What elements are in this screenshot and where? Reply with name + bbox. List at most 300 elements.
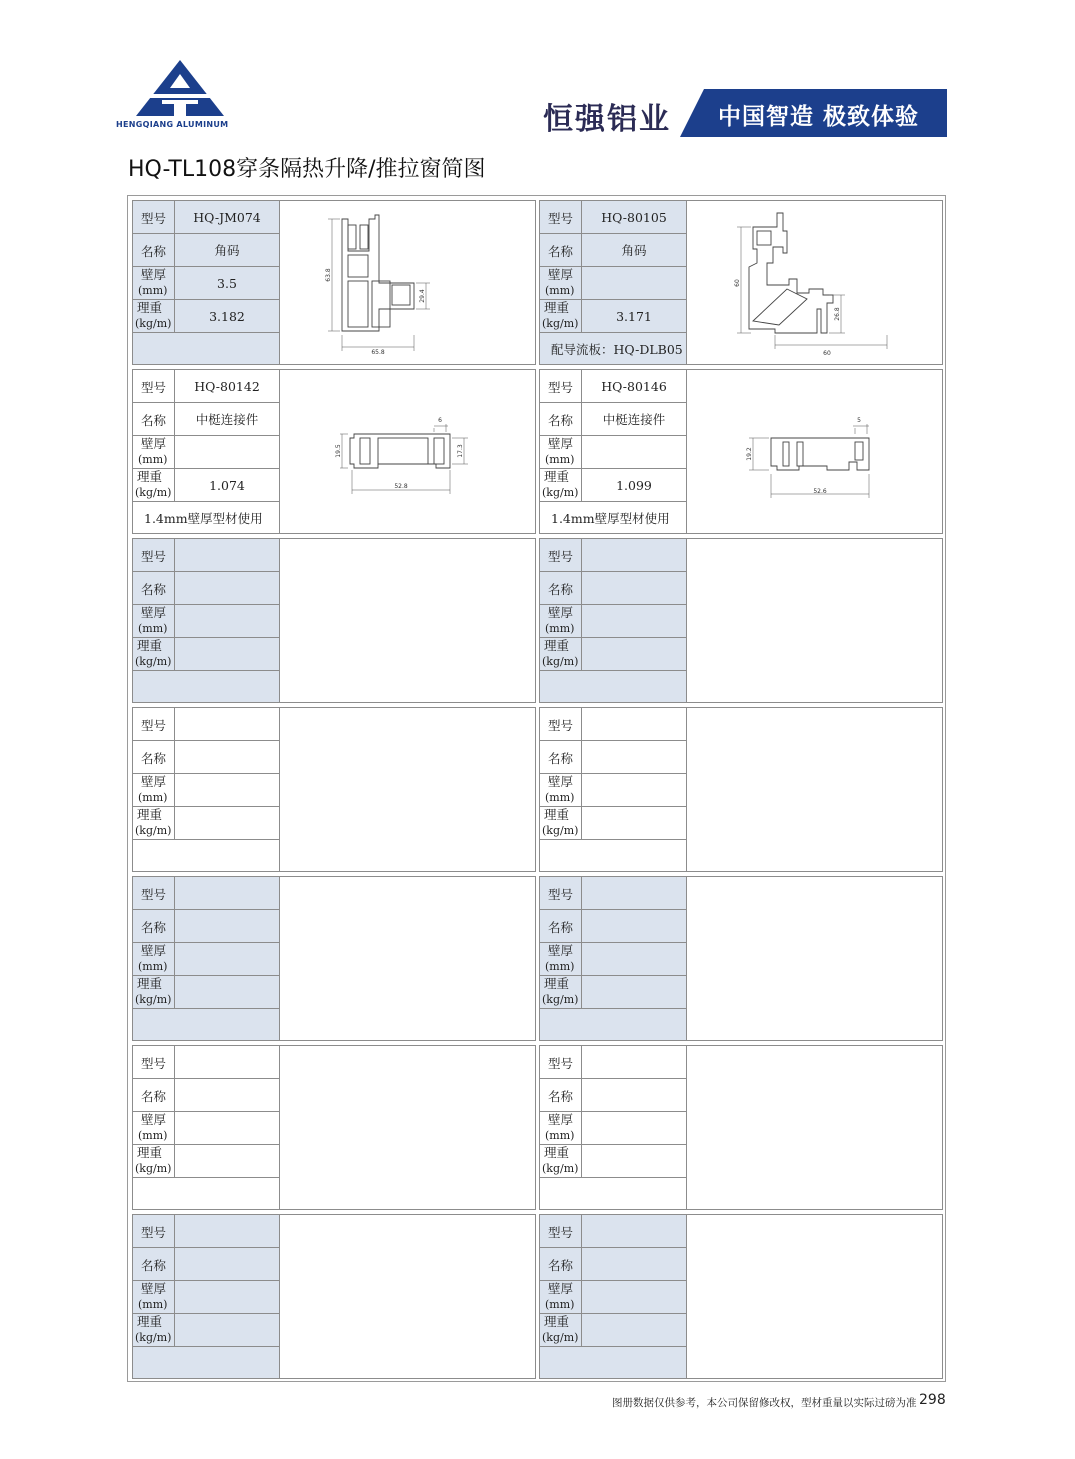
label-unit: (kg/m) [542, 317, 579, 330]
spec-row-thickness [133, 436, 279, 469]
label-text: 理重 [137, 1314, 163, 1329]
spec-value-weight: 1.099 [616, 477, 652, 493]
spec-label [133, 807, 175, 839]
profile-card [539, 876, 943, 1041]
label-text: 壁厚 [141, 1281, 167, 1296]
label-text: 壁厚 [141, 605, 167, 620]
spec-note [133, 1347, 279, 1378]
spec-value-model: HQ-80142 [194, 378, 260, 394]
spec-label [133, 370, 175, 402]
spec-label [133, 741, 175, 773]
label-unit: (kg/m) [135, 993, 172, 1006]
spec-label [133, 469, 175, 501]
spec-row-name [133, 910, 279, 943]
spec-row-model [540, 539, 686, 572]
spec-label [540, 436, 582, 468]
spec-label [133, 638, 175, 670]
label-text: 理重 [544, 300, 570, 315]
spec-row-thickness [540, 774, 686, 807]
spec-row-model [540, 708, 686, 741]
spec-label [540, 572, 582, 604]
spec-row-thickness [133, 943, 279, 976]
spec-row-weight [133, 1314, 279, 1347]
profile-drawing [280, 201, 536, 368]
label-text: 名称 [141, 1089, 167, 1104]
spec-row-name [133, 403, 279, 436]
spec-row-thickness [133, 1281, 279, 1314]
spec-value-thickness [175, 1112, 279, 1144]
spec-row-name [540, 910, 686, 943]
spec-row-thickness [133, 605, 279, 638]
label-unit: (mm) [138, 453, 168, 466]
spec-table [540, 708, 687, 871]
spec-row-name [133, 741, 279, 774]
spec-value-name [175, 1248, 279, 1280]
spec-row-weight [540, 300, 686, 333]
spec-note [133, 840, 279, 871]
spec-row-model [133, 539, 279, 572]
label-text: 型号 [141, 380, 167, 395]
label-text: 壁厚 [141, 943, 167, 958]
spec-value-weight [582, 807, 686, 839]
profile-card [539, 707, 943, 872]
spec-row-name [540, 403, 686, 436]
spec-label [133, 539, 175, 571]
label-unit: (kg/m) [135, 824, 172, 837]
spec-row-model [540, 201, 686, 234]
spec-label [540, 267, 582, 299]
spec-label [133, 1248, 175, 1280]
spec-label [540, 234, 582, 266]
spec-value-weight [175, 1314, 279, 1346]
label-unit: (kg/m) [135, 317, 172, 330]
label-text: 理重 [137, 469, 163, 484]
svg-text:65.8: 65.8 [371, 349, 385, 356]
label-unit: (kg/m) [542, 824, 579, 837]
spec-label [133, 943, 175, 975]
spec-table [133, 708, 280, 871]
spec-row-thickness [133, 774, 279, 807]
svg-text:6: 6 [438, 417, 442, 424]
label-text: 壁厚 [548, 1281, 574, 1296]
label-text: 名称 [141, 244, 167, 259]
spec-value-weight [175, 807, 279, 839]
spec-row-thickness [133, 1112, 279, 1145]
spec-label [133, 267, 175, 299]
label-text: 壁厚 [141, 774, 167, 789]
label-text: 壁厚 [141, 267, 167, 282]
spec-value-thickness [582, 1281, 686, 1313]
profile-card [539, 538, 943, 703]
spec-note [540, 502, 686, 533]
spec-label [133, 300, 175, 332]
label-text: 名称 [548, 244, 574, 259]
spec-label [133, 403, 175, 435]
spec-label [540, 1112, 582, 1144]
profile-card [132, 369, 536, 534]
spec-row-weight [540, 1145, 686, 1178]
spec-label [540, 1281, 582, 1313]
spec-label [540, 708, 582, 740]
spec-label [133, 234, 175, 266]
spec-label [540, 469, 582, 501]
label-text: 名称 [548, 582, 574, 597]
spec-label [133, 1281, 175, 1313]
spec-value-weight: 3.182 [175, 300, 279, 332]
note-text: 1.4mm壁厚型材使用 [144, 510, 263, 526]
spec-value-model [175, 877, 279, 909]
spec-label [540, 539, 582, 571]
spec-label [133, 572, 175, 604]
profile-drawing [280, 370, 536, 537]
spec-value-model [582, 877, 686, 909]
label-text: 名称 [548, 413, 574, 428]
label-unit: (mm) [545, 1298, 575, 1311]
label-unit: (kg/m) [542, 655, 579, 668]
label-text: 壁厚 [141, 1112, 167, 1127]
spec-value-weight: 3.171 [582, 300, 686, 332]
spec-value-thickness [175, 1281, 279, 1313]
profile-drawing [687, 201, 943, 368]
spec-row-name [540, 572, 686, 605]
spec-row-weight [133, 1145, 279, 1178]
spec-label [540, 910, 582, 942]
spec-note [133, 333, 279, 364]
spec-row-name [540, 1248, 686, 1281]
spec-row-model [133, 370, 279, 403]
spec-value-model: HQ-JM074 [175, 201, 279, 233]
label-unit: (mm) [545, 1129, 575, 1142]
spec-value-name [175, 741, 279, 773]
label-unit: (mm) [545, 791, 575, 804]
spec-value-weight: 1.074 [209, 477, 245, 493]
label-text: 型号 [548, 1225, 574, 1240]
spec-table [133, 201, 280, 364]
spec-label [540, 403, 582, 435]
spec-row-weight [540, 469, 686, 502]
label-text: 名称 [548, 751, 574, 766]
note-text: 1.4mm壁厚型材使用 [551, 510, 670, 526]
spec-label [540, 1145, 582, 1177]
spec-row-thickness [540, 267, 686, 300]
spec-label [133, 910, 175, 942]
spec-label [540, 1248, 582, 1280]
spec-row-name [540, 741, 686, 774]
spec-value-model [582, 539, 686, 571]
spec-value-name [175, 910, 279, 942]
brand-name: 恒强铝业 [543, 102, 671, 137]
profile-card [132, 1214, 536, 1379]
spec-label [540, 877, 582, 909]
spec-label [540, 1215, 582, 1247]
spec-value-weight [582, 976, 686, 1008]
spec-value-weight [175, 976, 279, 1008]
svg-text:29.4: 29.4 [419, 289, 426, 303]
label-text: 名称 [548, 1089, 574, 1104]
label-unit: (mm) [138, 622, 168, 635]
label-unit: (mm) [545, 622, 575, 635]
profile-card [539, 200, 943, 365]
spec-row-name [133, 572, 279, 605]
spec-row-thickness [540, 1281, 686, 1314]
spec-row-thickness [540, 605, 686, 638]
spec-note [540, 1347, 686, 1378]
slogan-text: 中国智造 极致体验 [718, 104, 920, 130]
spec-row-thickness [540, 1112, 686, 1145]
svg-text:26.8: 26.8 [834, 307, 841, 321]
label-unit: (kg/m) [135, 1331, 172, 1344]
spec-value-name: 角码 [175, 234, 279, 266]
spec-label [540, 943, 582, 975]
label-text: 理重 [137, 300, 163, 315]
label-text: 理重 [137, 976, 163, 991]
spec-value-name: 中梃连接件 [602, 412, 666, 427]
label-text: 名称 [141, 920, 167, 935]
label-text: 理重 [544, 1314, 570, 1329]
footer-note: 图册数据仅供参考，本公司保留修改权，型材重量以实际过磅为准 [612, 1397, 917, 1409]
spec-row-weight [133, 469, 279, 502]
label-text: 型号 [548, 1056, 574, 1071]
spec-value-weight [582, 638, 686, 670]
label-text: 型号 [141, 1225, 167, 1240]
label-unit: (kg/m) [542, 1162, 579, 1175]
profile-card [132, 538, 536, 703]
spec-row-weight [540, 807, 686, 840]
spec-label [133, 436, 175, 468]
label-unit: (kg/m) [135, 486, 172, 499]
spec-note [540, 1178, 686, 1209]
profile-card [132, 1045, 536, 1210]
slogan-banner [680, 89, 947, 137]
label-unit: (kg/m) [542, 1331, 579, 1344]
label-text: 名称 [141, 1258, 167, 1273]
svg-text:52.6: 52.6 [813, 488, 827, 495]
spec-label [540, 300, 582, 332]
spec-value-thickness [582, 436, 686, 468]
spec-value-name [582, 572, 686, 604]
label-unit: (kg/m) [135, 1162, 172, 1175]
svg-text:60: 60 [734, 279, 741, 287]
spec-row-model [540, 877, 686, 910]
label-unit: (kg/m) [542, 486, 579, 499]
spec-note [540, 333, 686, 364]
spec-value-thickness [175, 605, 279, 637]
label-text: 理重 [137, 638, 163, 653]
label-text: 壁厚 [548, 267, 574, 282]
spec-value-name [582, 741, 686, 773]
spec-value-model: HQ-80105 [582, 201, 686, 233]
label-text: 型号 [141, 718, 167, 733]
spec-label [133, 1046, 175, 1078]
label-text: 型号 [141, 549, 167, 564]
spec-value-weight [582, 1145, 686, 1177]
label-unit: (mm) [138, 791, 168, 804]
svg-text:63.8: 63.8 [325, 268, 332, 282]
label-text: 型号 [548, 549, 574, 564]
label-text: 壁厚 [548, 774, 574, 789]
spec-value-model [175, 708, 279, 740]
logo-text: HENGQIANG ALUMINUM [116, 120, 229, 129]
spec-table [540, 370, 687, 533]
spec-label [540, 774, 582, 806]
spec-value-model [582, 1046, 686, 1078]
spec-label [540, 1314, 582, 1346]
spec-label [540, 1046, 582, 1078]
label-unit: (mm) [545, 960, 575, 973]
label-unit: (mm) [545, 453, 575, 466]
label-text: 壁厚 [141, 436, 167, 451]
label-text: 壁厚 [548, 436, 574, 451]
spec-row-thickness [540, 436, 686, 469]
spec-value-name [582, 910, 686, 942]
page-number: 298 [919, 1392, 946, 1408]
spec-table [540, 877, 687, 1040]
spec-label [540, 1079, 582, 1111]
label-text: 型号 [548, 718, 574, 733]
spec-table [540, 1046, 687, 1209]
label-unit: (mm) [138, 1129, 168, 1142]
svg-text:5: 5 [857, 417, 861, 424]
spec-label [133, 774, 175, 806]
label-text: 型号 [141, 211, 167, 226]
spec-value-thickness [582, 943, 686, 975]
spec-value-thickness [582, 774, 686, 806]
label-text: 名称 [141, 413, 167, 428]
label-text: 型号 [141, 1056, 167, 1071]
spec-value-model: HQ-80146 [601, 378, 667, 394]
profile-drawing [687, 370, 943, 537]
spec-value-model [175, 1215, 279, 1247]
spec-label [540, 370, 582, 402]
spec-row-name [133, 1079, 279, 1112]
spec-row-weight [540, 976, 686, 1009]
spec-label [133, 1314, 175, 1346]
spec-note [540, 1009, 686, 1040]
label-text: 理重 [544, 1145, 570, 1160]
label-text: 理重 [544, 807, 570, 822]
svg-text:17.3: 17.3 [457, 444, 464, 458]
spec-value-name: 角码 [582, 234, 686, 266]
label-text: 型号 [141, 887, 167, 902]
spec-row-name [540, 234, 686, 267]
spec-value-thickness [582, 267, 686, 299]
spec-row-thickness [540, 943, 686, 976]
spec-label [133, 1079, 175, 1111]
spec-row-weight [133, 638, 279, 671]
profile-card [539, 369, 943, 534]
spec-label [133, 708, 175, 740]
label-text: 型号 [548, 887, 574, 902]
spec-row-weight [540, 1314, 686, 1347]
spec-table [540, 1215, 687, 1378]
spec-value-name [582, 1248, 686, 1280]
profile-card [539, 1214, 943, 1379]
spec-value-thickness [175, 436, 279, 468]
spec-note [133, 1009, 279, 1040]
label-text: 壁厚 [548, 1112, 574, 1127]
label-text: 壁厚 [548, 605, 574, 620]
spec-row-name [540, 1079, 686, 1112]
spec-value-name: 中梃连接件 [195, 412, 259, 427]
spec-row-model [133, 201, 279, 234]
svg-text:19.5: 19.5 [335, 444, 342, 458]
spec-value-thickness: 3.5 [175, 267, 279, 299]
spec-value-model [175, 1046, 279, 1078]
spec-label [133, 976, 175, 1008]
label-text: 理重 [137, 807, 163, 822]
profile-card [539, 1045, 943, 1210]
label-text: 名称 [141, 582, 167, 597]
profile-card [132, 707, 536, 872]
label-text: 名称 [548, 920, 574, 935]
svg-text:19.2: 19.2 [746, 447, 753, 461]
spec-label [133, 877, 175, 909]
label-unit: (kg/m) [135, 655, 172, 668]
spec-label [133, 201, 175, 233]
label-text: 理重 [544, 976, 570, 991]
label-text: 型号 [548, 211, 574, 226]
spec-label [540, 976, 582, 1008]
spec-row-weight [133, 807, 279, 840]
spec-row-model [540, 1215, 686, 1248]
label-unit: (mm) [138, 960, 168, 973]
spec-note [133, 1178, 279, 1209]
spec-note [133, 502, 279, 533]
spec-value-name [582, 1079, 686, 1111]
spec-value-name [175, 1079, 279, 1111]
spec-value-model [582, 1215, 686, 1247]
spec-row-model [540, 370, 686, 403]
spec-table [540, 201, 687, 364]
spec-table [133, 877, 280, 1040]
label-text: 理重 [137, 1145, 163, 1160]
spec-table [133, 539, 280, 702]
spec-value-model [582, 708, 686, 740]
label-text: 名称 [548, 1258, 574, 1273]
spec-label [133, 1145, 175, 1177]
label-unit: (mm) [545, 284, 575, 297]
label-text: 理重 [544, 469, 570, 484]
spec-value-thickness [582, 1112, 686, 1144]
spec-row-name [133, 1248, 279, 1281]
spec-row-model [133, 877, 279, 910]
spec-row-model [540, 1046, 686, 1079]
spec-value-weight [175, 638, 279, 670]
spec-value-weight [175, 1145, 279, 1177]
spec-value-name [175, 572, 279, 604]
spec-label [540, 741, 582, 773]
spec-value-thickness [582, 605, 686, 637]
spec-label [540, 638, 582, 670]
spec-value-weight [582, 1314, 686, 1346]
spec-label [540, 201, 582, 233]
spec-note [540, 671, 686, 702]
label-unit: (kg/m) [542, 993, 579, 1006]
spec-row-model [133, 708, 279, 741]
spec-row-weight [133, 976, 279, 1009]
label-unit: (mm) [138, 1298, 168, 1311]
spec-row-name [133, 234, 279, 267]
spec-row-weight [540, 638, 686, 671]
spec-table [540, 539, 687, 702]
spec-row-thickness [133, 267, 279, 300]
spec-row-model [133, 1215, 279, 1248]
spec-value-model [175, 539, 279, 571]
label-text: 壁厚 [548, 943, 574, 958]
spec-note [133, 671, 279, 702]
svg-text:60: 60 [823, 350, 831, 357]
svg-text:52.8: 52.8 [394, 483, 408, 490]
